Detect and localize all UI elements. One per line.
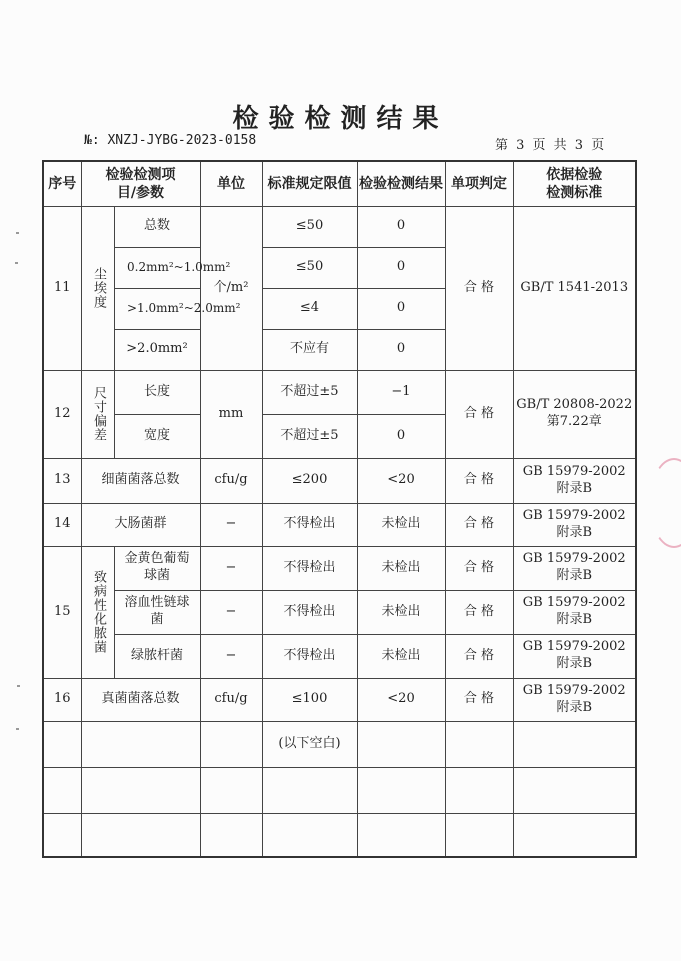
- limit-cell: 不应有: [262, 329, 357, 370]
- header-result: 检验检测结果: [357, 161, 445, 206]
- limit-cell: ≤200: [262, 458, 357, 503]
- result-cell: 未检出: [357, 503, 445, 546]
- document-number: №: XNZJ-JYBG-2023-0158: [84, 133, 257, 148]
- result-cell: 0: [357, 206, 445, 247]
- result-cell: 未检出: [357, 546, 445, 590]
- blank-row: [43, 813, 636, 857]
- row-number: 11: [43, 206, 81, 370]
- result-cell: <20: [357, 458, 445, 503]
- row-number: 15: [43, 546, 81, 678]
- limit-cell: 不得检出: [262, 503, 357, 546]
- limit-cell: 不超过±5: [262, 414, 357, 458]
- group-label: 尺寸偏差: [81, 370, 114, 458]
- unit-cell: −: [200, 590, 262, 634]
- result-cell: 0: [357, 414, 445, 458]
- item-name: 宽度: [114, 414, 200, 458]
- seal-stamp-edge: [649, 458, 681, 548]
- header-verdict: 单项判定: [445, 161, 513, 206]
- item-name: >2.0mm²: [114, 329, 200, 370]
- table-row: [43, 458, 636, 503]
- limit-cell: 不得检出: [262, 546, 357, 590]
- blank-note: (以下空白): [262, 721, 357, 767]
- result-cell: 0: [357, 288, 445, 329]
- verdict-cell: 合 格: [445, 503, 513, 546]
- header-standard: 依据检验检测标准: [513, 161, 636, 206]
- blank-row: [43, 721, 636, 767]
- table-row: [43, 370, 636, 414]
- verdict-cell: 合 格: [445, 546, 513, 590]
- result-cell: 未检出: [357, 590, 445, 634]
- item-name: 大肠菌群: [81, 503, 200, 546]
- limit-cell: 不超过±5: [262, 370, 357, 414]
- unit-cell: −: [200, 634, 262, 678]
- scan-speck: [16, 232, 19, 234]
- limit-cell: 不得检出: [262, 590, 357, 634]
- report-title: 检验检测结果: [232, 104, 449, 134]
- results-table: [42, 160, 637, 858]
- unit-cell: cfu/g: [200, 678, 262, 721]
- header-item: 检验检测项目/参数: [81, 161, 200, 206]
- row-number: 13: [43, 458, 81, 503]
- header-row: [43, 161, 636, 206]
- standard-cell: GB 15979-2002 附录B: [513, 590, 636, 634]
- verdict-cell: 合 格: [445, 370, 513, 458]
- result-cell: 未检出: [357, 634, 445, 678]
- unit-cell: cfu/g: [200, 458, 262, 503]
- scan-speck: [15, 262, 18, 264]
- item-name: 真菌菌落总数: [81, 678, 200, 721]
- result-cell: 0: [357, 329, 445, 370]
- scan-speck: [16, 728, 19, 730]
- row-number: 14: [43, 503, 81, 546]
- item-name: 长度: [114, 370, 200, 414]
- scan-speck: [17, 685, 20, 687]
- item-name: 总数: [114, 206, 200, 247]
- standard-cell: GB 15979-2002 附录B: [513, 634, 636, 678]
- item-name: 细菌菌落总数: [81, 458, 200, 503]
- group-label: 致病性化脓菌: [81, 546, 114, 678]
- blank-row: [43, 767, 636, 813]
- limit-cell: ≤4: [262, 288, 357, 329]
- row-number: 12: [43, 370, 81, 458]
- result-cell: −1: [357, 370, 445, 414]
- result-cell: 0: [357, 247, 445, 288]
- standard-cell: GB 15979-2002 附录B: [513, 503, 636, 546]
- page-info: 第 3 页 共 3 页: [495, 138, 607, 153]
- row-number: 16: [43, 678, 81, 721]
- standard-cell: GB/T 20808-2022 第7.22章: [513, 370, 636, 458]
- item-name: 金黄色葡萄球菌: [114, 546, 200, 590]
- unit-cell: 个/m²: [200, 206, 262, 370]
- standard-cell: GB/T 1541-2013: [513, 206, 636, 370]
- group-label: 尘埃度: [81, 206, 114, 370]
- table-row: [43, 206, 636, 247]
- limit-cell: 不得检出: [262, 634, 357, 678]
- standard-cell: GB 15979-2002 附录B: [513, 458, 636, 503]
- unit-cell: mm: [200, 370, 262, 458]
- header-unit: 单位: [200, 161, 262, 206]
- table-row: [43, 678, 636, 721]
- verdict-cell: 合 格: [445, 634, 513, 678]
- table-row: [43, 546, 636, 590]
- header-seq: 序号: [43, 161, 81, 206]
- item-name: 绿脓杆菌: [114, 634, 200, 678]
- table-row: [43, 590, 636, 634]
- verdict-cell: 合 格: [445, 590, 513, 634]
- item-name: 溶血性链球菌: [114, 590, 200, 634]
- item-name: 0.2mm²~1.0mm²: [114, 247, 200, 288]
- limit-cell: ≤50: [262, 206, 357, 247]
- unit-cell: −: [200, 503, 262, 546]
- header-limit: 标准规定限值: [262, 161, 357, 206]
- verdict-cell: 合 格: [445, 458, 513, 503]
- standard-cell: GB 15979-2002 附录B: [513, 546, 636, 590]
- table-row: [43, 634, 636, 678]
- item-name: >1.0mm²~2.0mm²: [114, 288, 200, 329]
- result-cell: <20: [357, 678, 445, 721]
- table-row: [43, 503, 636, 546]
- limit-cell: ≤100: [262, 678, 357, 721]
- unit-cell: −: [200, 546, 262, 590]
- verdict-cell: 合 格: [445, 678, 513, 721]
- verdict-cell: 合 格: [445, 206, 513, 370]
- limit-cell: ≤50: [262, 247, 357, 288]
- standard-cell: GB 15979-2002 附录B: [513, 678, 636, 721]
